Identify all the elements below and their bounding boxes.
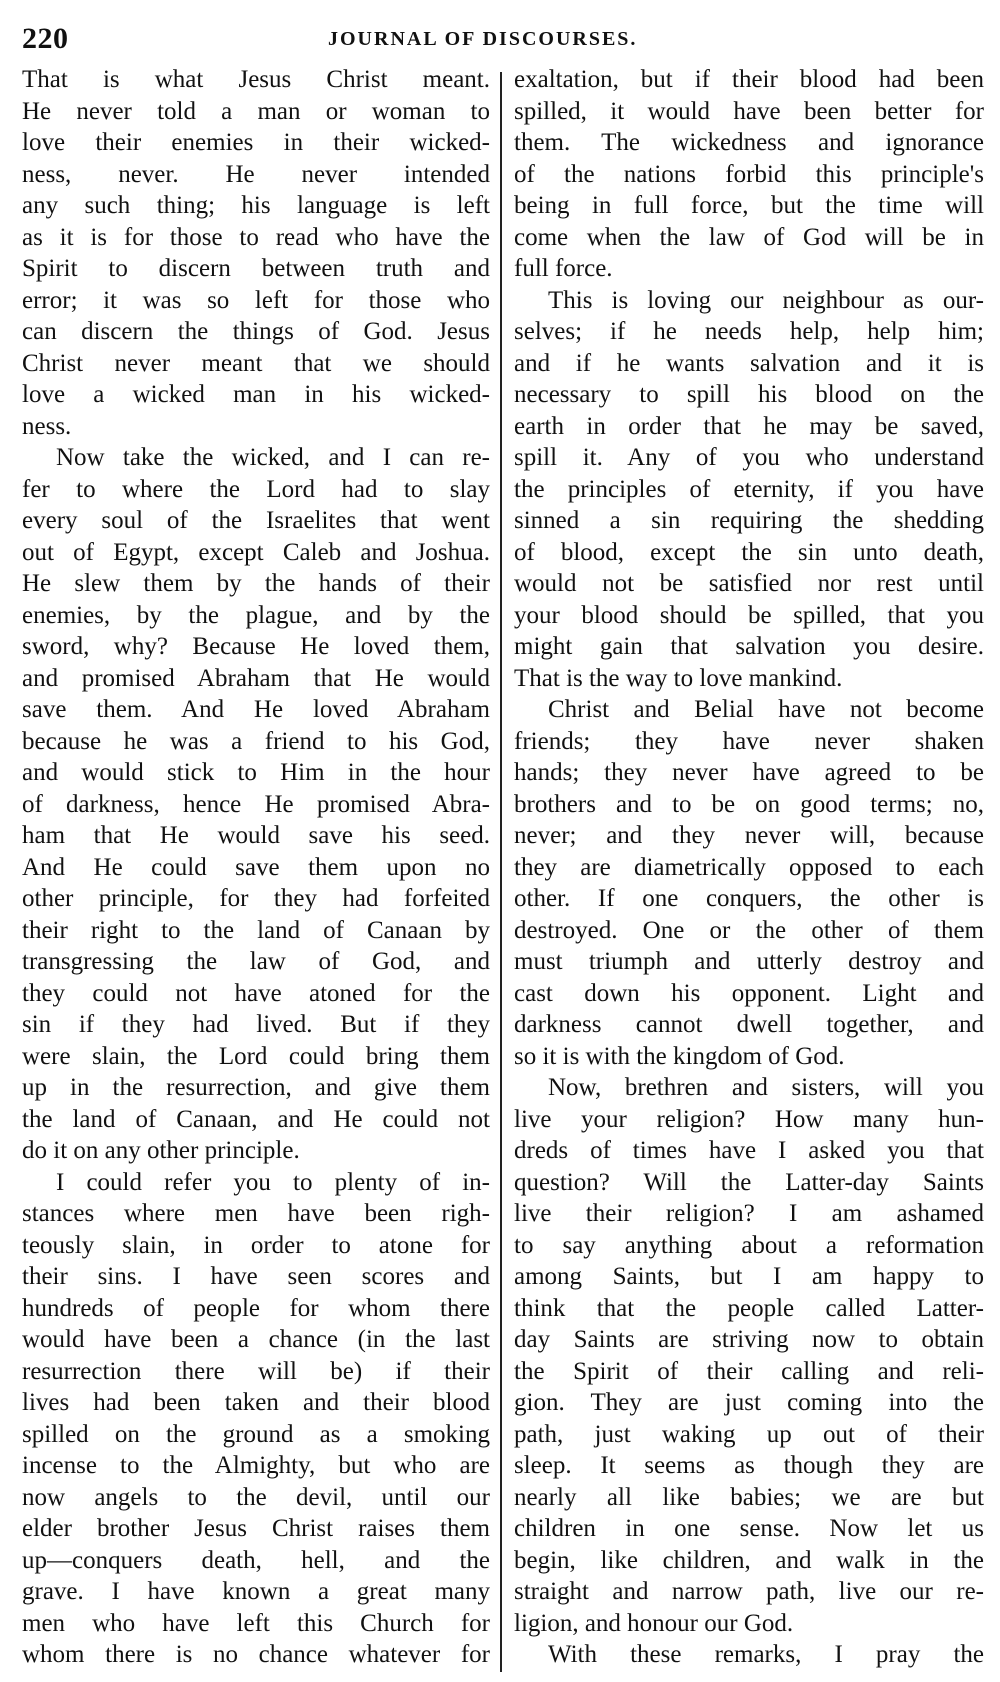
text-line: sinned a sin requiring the shedding <box>514 507 984 534</box>
text-line: elder brother Jesus Christ raises them <box>22 1515 490 1542</box>
text-line: must triumph and utterly destroy and <box>514 948 984 975</box>
text-line: of darkness, hence He promised Abra- <box>22 790 490 818</box>
text-line: any such thing; his language is left <box>22 192 490 219</box>
text-line: out of Egypt, except Caleb and Joshua. <box>22 538 490 566</box>
text-line: That is what Jesus Christ meant. <box>22 66 490 93</box>
text-line: ham that He would save his seed. <box>22 822 490 849</box>
text-line: live your religion? How many hun- <box>514 1105 984 1133</box>
text-line: live their religion? I am ashamed <box>514 1200 984 1227</box>
text-line: ligion, and honour our God. <box>514 1609 794 1637</box>
text-line: would not be satisfied nor rest until <box>514 570 984 597</box>
text-line: cast down his opponent. Light and <box>514 979 984 1007</box>
text-line: can discern the things of God. Jesus <box>22 318 490 345</box>
text-line: because he was a friend to his God, <box>22 727 490 755</box>
text-line: enemies, by the plague, and by the <box>22 601 490 629</box>
text-line: do it on any other principle. <box>22 1137 300 1164</box>
text-line: gion. They are just coming into the <box>514 1389 984 1416</box>
text-line: ness, never. He never intended <box>22 160 490 188</box>
text-line: sword, why? Because He loved them, <box>22 633 490 660</box>
running-head: JOURNAL OF DISCOURSES. <box>328 28 638 50</box>
text-line: Christ never meant that we should <box>22 349 490 377</box>
text-line: begin, like children, and walk in the <box>514 1546 984 1574</box>
text-line: With these remarks, I pray the <box>548 1641 984 1668</box>
text-line: and if he wants salvation and it is <box>514 349 984 377</box>
right-column <box>514 64 984 1671</box>
text-line: grave. I have known a great many <box>22 1578 490 1605</box>
text-line: to say anything about a reformation <box>514 1231 984 1259</box>
text-line: sin if they had lived. But if they <box>22 1011 490 1038</box>
text-line: fer to where the Lord had to slay <box>22 475 490 503</box>
text-line: path, just waking up out of their <box>514 1420 984 1448</box>
left-column <box>22 64 490 1671</box>
text-line: hundreds of people for whom there <box>22 1294 490 1322</box>
text-line: He slew them by the hands of their <box>22 570 490 597</box>
text-line: now angels to the devil, until our <box>22 1483 490 1511</box>
text-line: This is loving our neighbour as our- <box>548 286 984 314</box>
text-line: Now, brethren and sisters, will you <box>548 1074 984 1101</box>
text-line: their right to the land of Canaan by <box>22 916 490 944</box>
text-line: the land of Canaan, and He could not <box>22 1105 490 1133</box>
text-line: That is the way to love mankind. <box>514 664 843 692</box>
text-line: them. The wickedness and ignorance <box>514 129 984 156</box>
text-line: think that the people called Latter- <box>514 1294 984 1322</box>
text-line: teously slain, in order to atone for <box>22 1231 490 1259</box>
text-line: love their enemies in their wicked- <box>22 129 490 156</box>
text-line: friends; they have never shaken <box>514 727 984 755</box>
text-line: never; and they never will, because <box>514 822 984 849</box>
text-line: transgressing the law of God, and <box>22 948 490 975</box>
text-line: they are diametrically opposed to each <box>514 853 984 881</box>
text-line: love a wicked man in his wicked- <box>22 381 490 408</box>
text-line: being in full force, but the time will <box>514 192 984 219</box>
text-line: necessary to spill his blood on the <box>514 381 984 408</box>
text-line: full force. <box>514 255 613 282</box>
text-line: their sins. I have seen scores and <box>22 1263 490 1290</box>
text-line: among Saints, but I am happy to <box>514 1263 984 1290</box>
text-line: the principles of eternity, if you have <box>514 475 984 503</box>
text-line: destroyed. One or the other of them <box>514 916 984 944</box>
text-line: children in one sense. Now let us <box>514 1515 984 1542</box>
text-line: might gain that salvation you desire. <box>514 633 984 660</box>
text-line: spilled on the ground as a smoking <box>22 1420 490 1448</box>
text-line: lives had been taken and their blood <box>22 1389 490 1416</box>
text-line: men who have left this Church for <box>22 1609 490 1637</box>
text-line: would have been a chance (in the last <box>22 1326 490 1353</box>
text-line: selves; if he needs help, help him; <box>514 318 984 345</box>
text-line: of the nations forbid this principle's <box>514 160 984 188</box>
text-line: earth in order that he may be saved, <box>514 412 984 440</box>
text-line: up—conquers death, hell, and the <box>22 1546 490 1574</box>
text-line: every soul of the Israelites that went <box>22 507 490 534</box>
text-line: brothers and to be on good terms; no, <box>514 790 984 818</box>
text-line: nearly all like babies; we are but <box>514 1483 984 1511</box>
text-line: other. If one conquers, the other is <box>514 885 984 912</box>
text-line: He never told a man or woman to <box>22 97 490 125</box>
text-line: sleep. It seems as though they are <box>514 1452 984 1479</box>
page-number: 220 <box>22 22 69 55</box>
text-line: spill it. Any of you who understand <box>514 444 984 471</box>
text-line: of blood, except the sin unto death, <box>514 538 984 566</box>
column-divider <box>500 72 502 1672</box>
text-line: other principle, for they had forfeited <box>22 885 490 912</box>
text-line: exaltation, but if their blood had been <box>514 66 984 93</box>
text-line: Spirit to discern between truth and <box>22 255 490 282</box>
text-line: come when the law of God will be in <box>514 223 984 251</box>
text-line: question? Will the Latter-day Saints <box>514 1168 984 1196</box>
text-line: I could refer you to plenty of in- <box>56 1168 490 1196</box>
text-line: incense to the Almighty, but who are <box>22 1452 490 1479</box>
text-line: save them. And He loved Abraham <box>22 696 490 723</box>
text-line: spilled, it would have been better for <box>514 97 984 125</box>
text-line: so it is with the kingdom of God. <box>514 1042 845 1070</box>
text-line: stances where men have been righ- <box>22 1200 490 1227</box>
text-line: and promised Abraham that He would <box>22 664 490 692</box>
text-line: Christ and Belial have not become <box>548 696 984 723</box>
text-line: darkness cannot dwell together, and <box>514 1011 984 1038</box>
text-line: were slain, the Lord could bring them <box>22 1042 490 1070</box>
text-line: resurrection there will be) if their <box>22 1357 490 1385</box>
text-line: error; it was so left for those who <box>22 286 490 314</box>
text-line: up in the resurrection, and give them <box>22 1074 490 1101</box>
text-line: straight and narrow path, live our re- <box>514 1578 984 1605</box>
text-line: day Saints are striving now to obtain <box>514 1326 984 1353</box>
text-line: whom there is no chance whatever for <box>22 1641 490 1668</box>
text-line: dreds of times have I asked you that <box>514 1137 984 1164</box>
text-line: the Spirit of their calling and reli- <box>514 1357 984 1385</box>
text-line: And He could save them upon no <box>22 853 490 881</box>
text-line: your blood should be spilled, that you <box>514 601 984 629</box>
text-line: hands; they never have agreed to be <box>514 759 984 786</box>
text-line: as it is for those to read who have the <box>22 223 490 251</box>
text-line: and would stick to Him in the hour <box>22 759 490 786</box>
text-line: they could not have atoned for the <box>22 979 490 1007</box>
text-line: ness. <box>22 412 72 440</box>
text-line: Now take the wicked, and I can re- <box>56 444 490 471</box>
